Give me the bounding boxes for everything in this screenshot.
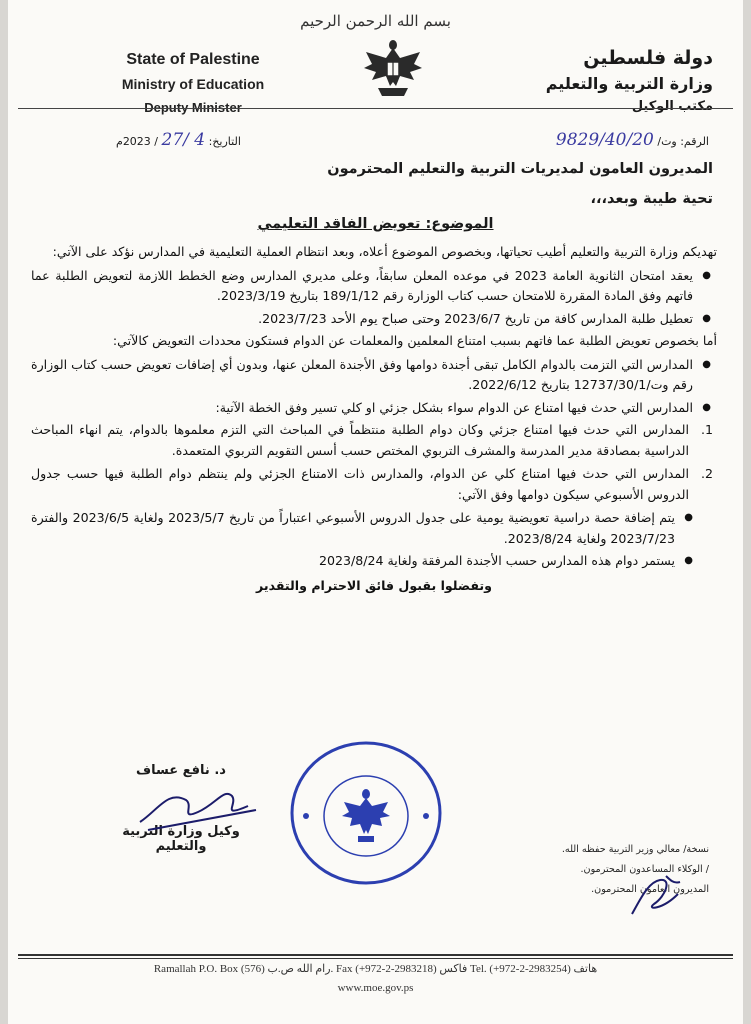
header-divider bbox=[18, 108, 733, 109]
ref-date-year: / 2023م bbox=[116, 135, 159, 148]
ref-date bbox=[116, 130, 241, 150]
item-number: 1. bbox=[700, 422, 713, 437]
numbered-item bbox=[31, 420, 713, 461]
signer-title: وكيل وزارة التربية والتعليم bbox=[122, 824, 240, 854]
footer-address: Ramallah P.O. Box (576) رام الله ص.ب. Fax (+972-2-2983218) فاكس Tel. (+972-2-2983254) هاتف bbox=[153, 963, 598, 975]
cc-line-3: المديرون العامون المحترمون. bbox=[591, 884, 709, 895]
letter-body bbox=[31, 242, 717, 596]
header-ar-line-3: مكتب الوكيل bbox=[631, 99, 713, 114]
list-item: ● يستمر دوام هذه المدارس حسب الأجندة المرفقة ولغاية 2023/8/24 bbox=[31, 551, 675, 572]
signature-scribble-icon bbox=[128, 770, 268, 840]
points-list-2 bbox=[31, 355, 717, 419]
basmala: بسم الله الرحمن الرحيم bbox=[300, 12, 451, 30]
header-en-line-2: Ministry of Education bbox=[121, 76, 265, 92]
item-text: المدارس التي حدث فيها امتناع جزئي وكان دوام الطلبة منتظماً في المباحث التي التزم معلموها بالدوام، يتم انهاء المباحث الدراسية بمصادقة مدير المدرسة والمشرف التربوي المختص حسب أسس التقويم التربوي المتعمدة. bbox=[31, 422, 689, 458]
eagle-emblem-icon bbox=[358, 38, 428, 100]
arabic-header bbox=[493, 44, 713, 118]
list-item: ● المدارس التي التزمت بالدوام الكامل تبقى أجندة دوامها وفق الأجندة المعلن عنها، وبدون أي إضافات تعويض حسب كتاب الوزارة رقم وت/12737/30/1 بتاريخ 2022/6/12. bbox=[31, 355, 693, 396]
intro-paragraph: تهديكم وزارة التربية والتعليم أطيب تحياتها، وبخصوص الموضوع أعلاه، وبعد انتظام العملية التعليمية في المدارس نؤكد على الآتي: bbox=[52, 244, 717, 259]
numbered-item bbox=[31, 464, 713, 505]
points-list bbox=[31, 266, 717, 330]
header-en-line-3: Deputy Minister bbox=[144, 100, 242, 115]
header-ar-line-2: وزارة التربية والتعليم bbox=[545, 74, 713, 93]
subject-line bbox=[8, 216, 743, 232]
item-text: المدارس التي حدث فيها امتناع كلي عن الدوام، والمدارس ذات الامتناع الجزئي ولم ينتظم دوام الطلبة فيها حسب جدول الدروس الأسبوعي سيكون دوامها وفق الآتي: bbox=[31, 466, 689, 502]
ref-number-label: الرقم: وت/ bbox=[657, 135, 709, 148]
ref-number-value: 9829/40/20 bbox=[555, 130, 654, 150]
list-item: ● المدارس التي حدث فيها امتناع عن الدوام سواء بشكل جزئي او كلي تسير وفق الخطة الآتية: bbox=[31, 398, 693, 419]
initials-scribble-icon bbox=[626, 870, 686, 922]
list-item: ● يعقد امتحان الثانوية العامة 2023 في موعده المعلن سابقاً، وعلى مديري المدارس وضع الخطط اللازمة لتعويض الطلبة عما فاتهم وفق المادة المقررة للامتحان حسب كتاب الوزارة رقم 189/1/12 بتاريخ 2023/3/19. bbox=[31, 266, 693, 307]
ref-date-value: 4 /27 bbox=[161, 130, 206, 150]
cc-line-2: / الوكلاء المساعدون المحترمون. bbox=[580, 864, 709, 875]
signer-name: د. نافع عساف bbox=[136, 763, 226, 778]
footer-divider bbox=[18, 954, 733, 956]
letter-page bbox=[8, 0, 743, 1024]
closing-line: وتفضلوا بقبول فائق الاحترام والتقدير bbox=[256, 577, 492, 593]
header-en-line-1: State of Palestine bbox=[126, 51, 260, 68]
subject-text: الموضوع: تعويض الفاقد التعليمي bbox=[257, 216, 494, 232]
greeting: تحية طيبة وبعد،،، bbox=[590, 191, 713, 207]
sub-points-list bbox=[31, 508, 717, 572]
addressee-line-1: المديرون العامون لمديريات التربية والتعليم المحترمون bbox=[327, 161, 713, 177]
ref-number bbox=[556, 130, 709, 150]
header-ar-line-1: دولة فلسطين bbox=[583, 47, 713, 69]
list-item: ● تعطيل طلبة المدارس كافة من تاريخ 2023/6/7 وحتى صباح يوم الأحد 2023/7/23. bbox=[31, 309, 693, 330]
official-stamp-icon bbox=[286, 738, 446, 888]
cc-line-1: نسخة/ معالي وزير التربية حفظه الله. bbox=[561, 844, 709, 855]
list-item: ● يتم إضافة حصة دراسية تعويضية يومية على جدول الدروس الأسبوعي اعتباراً من تاريخ 2023/5/7 ولغاية 2023/6/5 والفترة 2023/7/23 ولغاية 2023/8/24. bbox=[31, 508, 675, 549]
compensation-paragraph: أما بخصوص تعويض الطلبة عما فاتهم بسبب امتناع المعلمين والمعلمات عن الدوام فستكون محددات التعويض كالآتي: bbox=[112, 333, 717, 348]
item-number: 2. bbox=[700, 466, 713, 481]
addressee bbox=[33, 154, 713, 214]
english-header bbox=[98, 48, 288, 120]
ref-date-label: التاريخ: bbox=[208, 135, 241, 148]
footer-divider-thin bbox=[18, 958, 733, 959]
footer-website: www.moe.gov.ps bbox=[337, 982, 414, 994]
numbered-list bbox=[31, 420, 717, 505]
